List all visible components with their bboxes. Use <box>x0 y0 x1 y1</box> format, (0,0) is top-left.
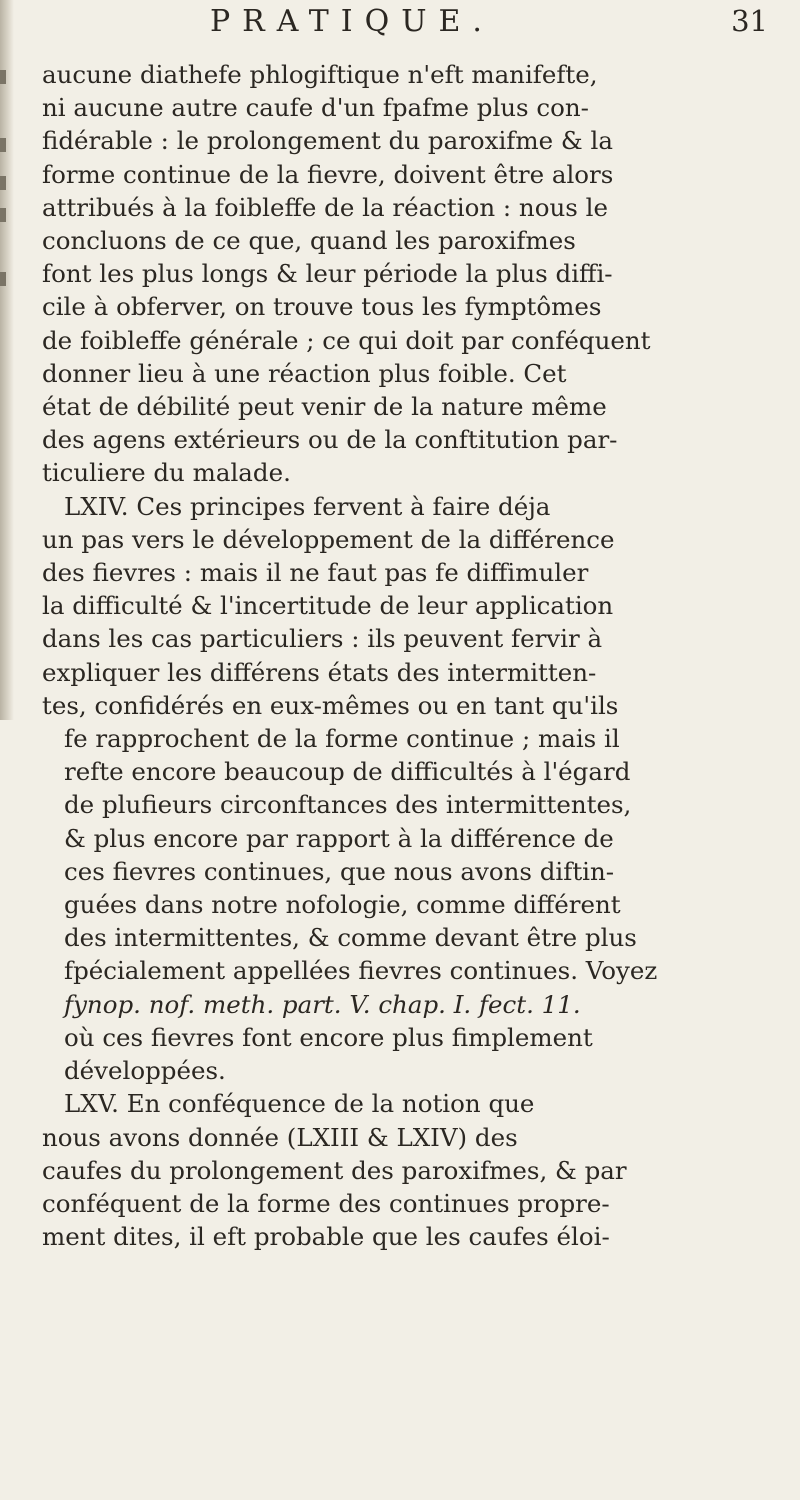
text-line: ment dites, il eft probable que les caufes éloi- <box>42 1222 610 1252</box>
text-line: font les plus longs & leur période la plus diffi- <box>42 259 613 289</box>
text-line: fe rapprochent de la forme continue ; mais il <box>64 724 620 754</box>
text-line: fpécialement appellées fievres continues. Voyez <box>64 956 658 986</box>
text-line: état de débilité peut venir de la nature même <box>42 392 607 422</box>
text-line: ticuliere du malade. <box>42 458 291 488</box>
text-line: nous avons donnée (LXIII & LXIV) des <box>42 1122 518 1152</box>
text-line: LXV. En conféquence de la notion que <box>64 1089 535 1119</box>
gutter-mark <box>0 272 6 286</box>
text-line: caufes du prolongement des paroxifmes, & par <box>42 1155 627 1185</box>
gutter-mark <box>0 176 6 190</box>
text-line: refte encore beaucoup de difficultés à l'égard <box>64 757 631 787</box>
text-line: un pas vers le développement de la différence <box>42 524 615 554</box>
page-number: 31 <box>731 4 768 38</box>
text-line: ni aucune autre caufe d'un fpafme plus con- <box>42 93 589 123</box>
text-line-citation: fynop. nof. meth. part. V. chap. I. fect. 11. <box>64 989 581 1019</box>
text-line: guées dans notre nofologie, comme différent <box>64 890 621 920</box>
text-line: tes, confidérés en eux-mêmes ou en tant qu'ils <box>42 690 619 720</box>
running-title: PRATIQUE. <box>210 4 494 39</box>
paragraph-lxv <box>42 1087 780 1253</box>
text-line: forme continue de la fievre, doivent être alors <box>42 159 614 189</box>
text-line: la difficulté & l'incertitude de leur application <box>42 591 614 621</box>
text-line: de plufieurs circonftances des intermittentes, <box>64 790 632 820</box>
book-page <box>42 0 780 1253</box>
text-line: donner lieu à une réaction plus foible. Cet <box>42 358 567 388</box>
text-line: des agens extérieurs ou de la conftitution par- <box>42 425 618 455</box>
text-line: conféquent de la forme des continues propre- <box>42 1188 610 1218</box>
paragraph-continued <box>42 58 780 490</box>
text-line: développées. <box>64 1056 226 1086</box>
paragraph-lxiv <box>42 490 780 1088</box>
text-line: où ces fievres font encore plus fimplement <box>64 1022 593 1052</box>
text-line: fidérable : le prolongement du paroxifme & la <box>42 126 613 156</box>
gutter-mark <box>0 138 6 152</box>
text-line: des fievres : mais il ne faut pas fe diffimuler <box>42 558 589 588</box>
text-line: LXIV. Ces principes fervent à faire déja <box>64 491 551 521</box>
text-line: ces fievres continues, que nous avons diftin- <box>64 856 615 886</box>
text-line: de foibleffe générale ; ce qui doit par conféquent <box>42 325 651 355</box>
text-line: des intermittentes, & comme devant être plus <box>64 923 637 953</box>
text-line: expliquer les différens états des intermitten- <box>42 657 597 687</box>
binding-gutter <box>0 0 14 720</box>
text-line: concluons de ce que, quand les paroxifmes <box>42 226 576 256</box>
gutter-mark <box>0 208 6 222</box>
gutter-mark <box>0 70 6 84</box>
text-line: cile à obferver, on trouve tous les fymptômes <box>42 292 602 322</box>
text-line: aucune diathefe phlogiftique n'eft manifefte, <box>42 60 598 89</box>
text-line: dans les cas particuliers : ils peuvent fervir à <box>42 624 603 654</box>
running-head <box>42 0 780 58</box>
text-line: & plus encore par rapport à la différence de <box>64 823 614 853</box>
text-line: attribués à la foibleffe de la réaction : nous le <box>42 192 608 222</box>
